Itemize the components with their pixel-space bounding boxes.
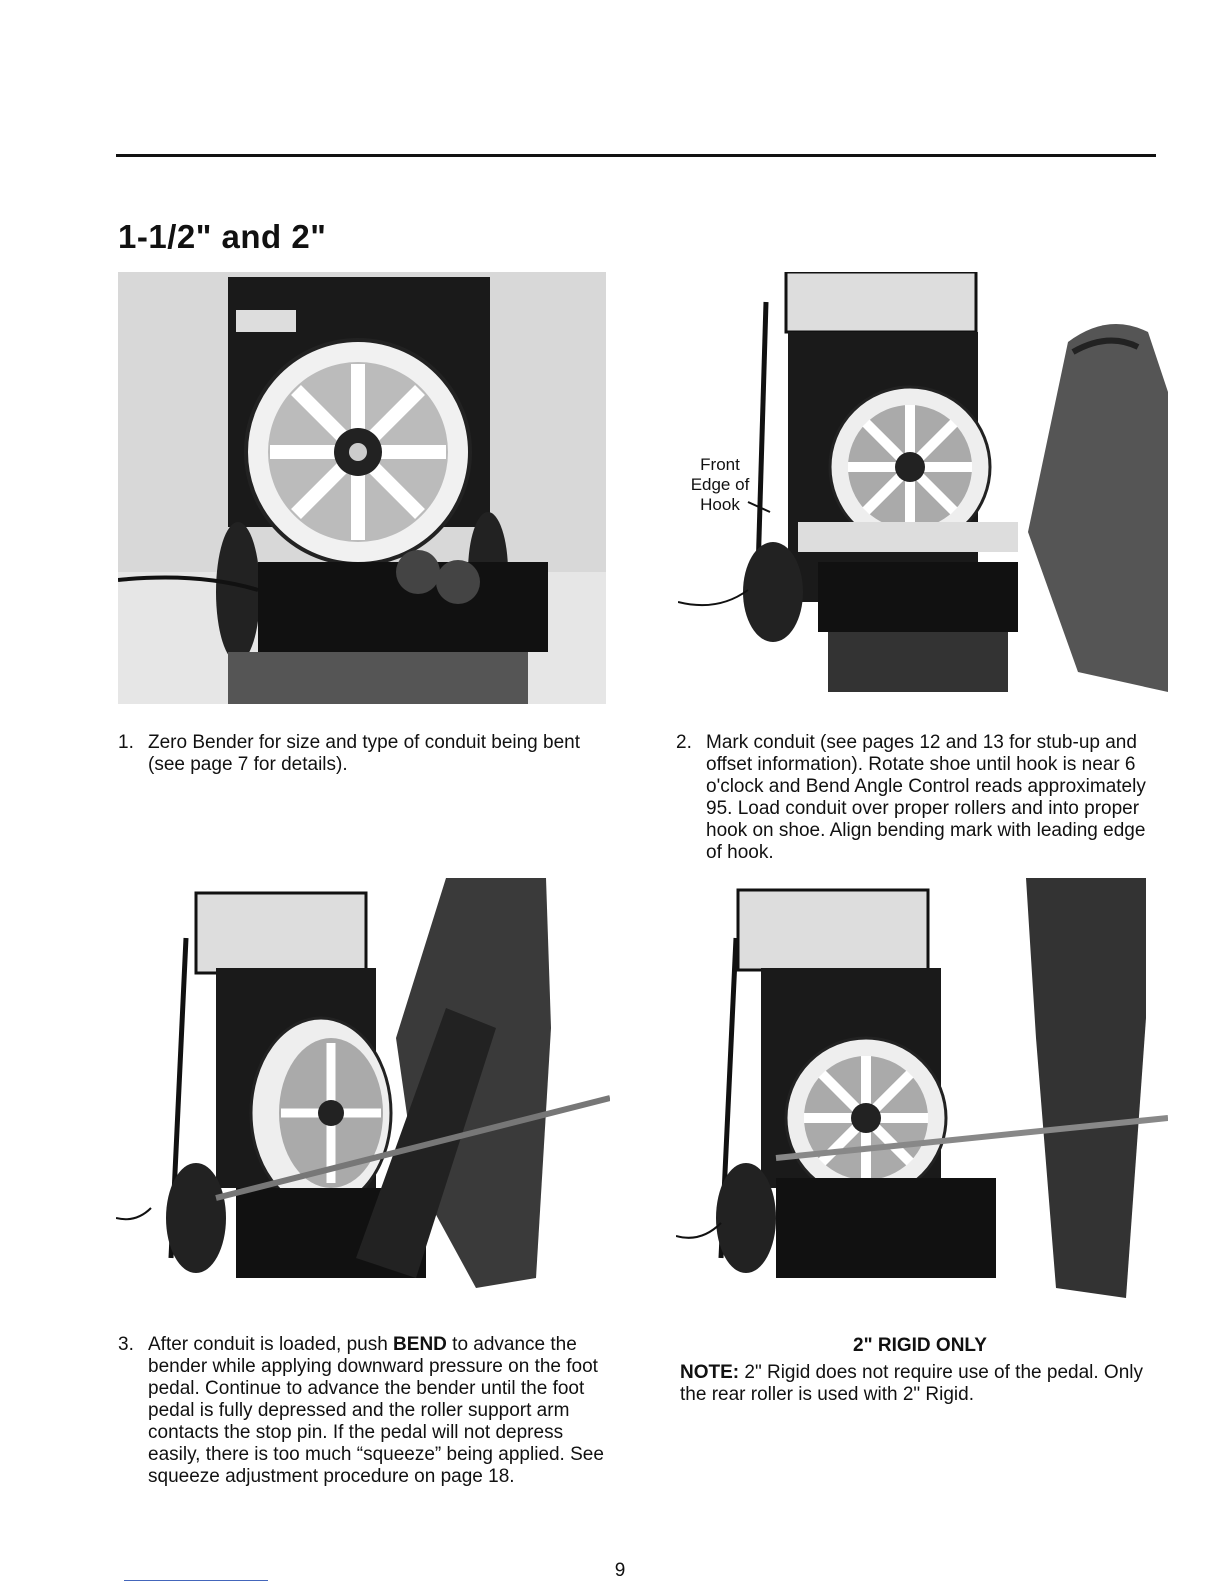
- callout-line-2: Edge of: [690, 475, 750, 494]
- footer-rule: [124, 1580, 268, 1581]
- rigid-note: [680, 1362, 1160, 1406]
- callout-line-3: Hook: [700, 495, 740, 514]
- page-title: 1-1/2" and 2": [118, 218, 327, 255]
- callout-line-1: Front: [700, 455, 740, 474]
- step-number: 3.: [118, 1334, 134, 1355]
- photo-push-bend: [116, 878, 610, 1310]
- step-2: [676, 732, 1166, 872]
- page-number: 9: [614, 1560, 626, 1581]
- step-number: 2.: [676, 732, 692, 753]
- step-3: [118, 1334, 614, 1514]
- rigid-note-heading: 2" RIGID ONLY: [853, 1335, 987, 1356]
- step-text-before: After conduit is loaded, push: [148, 1334, 394, 1355]
- note-text: 2" Rigid does not require use of the pedal. Only the rear roller is used with 2" Rigid.: [680, 1362, 1143, 1405]
- step-text: Zero Bender for size and type of conduit being bent (see page 7 for details).: [148, 732, 580, 775]
- bend-button-label: BEND: [393, 1334, 447, 1355]
- step-number: 1.: [118, 732, 134, 753]
- callout-front-edge-of-hook: [682, 455, 758, 515]
- step-text: Mark conduit (see pages 12 and 13 for stub-up and offset information). Rotate shoe until hook is near 6 o'clock and Bend Angle Control reads approximately 95. Load conduit over proper rollers and into proper hook on shoe. Align bending mark with leading edge of hook.: [706, 732, 1146, 863]
- step-text-after: to advance the bender while applying downward pressure on the foot pedal. Continue to advance the bender until the foot pedal is fully depressed and the roller support arm contacts the stop pin. If the pedal will not depress easily, there is too much “squeeze” being applied. See squeeze adjustment procedure on page 18.: [148, 1334, 604, 1487]
- step-1: [118, 732, 608, 792]
- photo-zero-bender: [118, 272, 606, 704]
- note-label: NOTE:: [680, 1362, 740, 1383]
- photo-2-rigid: [676, 878, 1168, 1310]
- step-text: [148, 1334, 614, 1488]
- top-rule: [116, 154, 1156, 157]
